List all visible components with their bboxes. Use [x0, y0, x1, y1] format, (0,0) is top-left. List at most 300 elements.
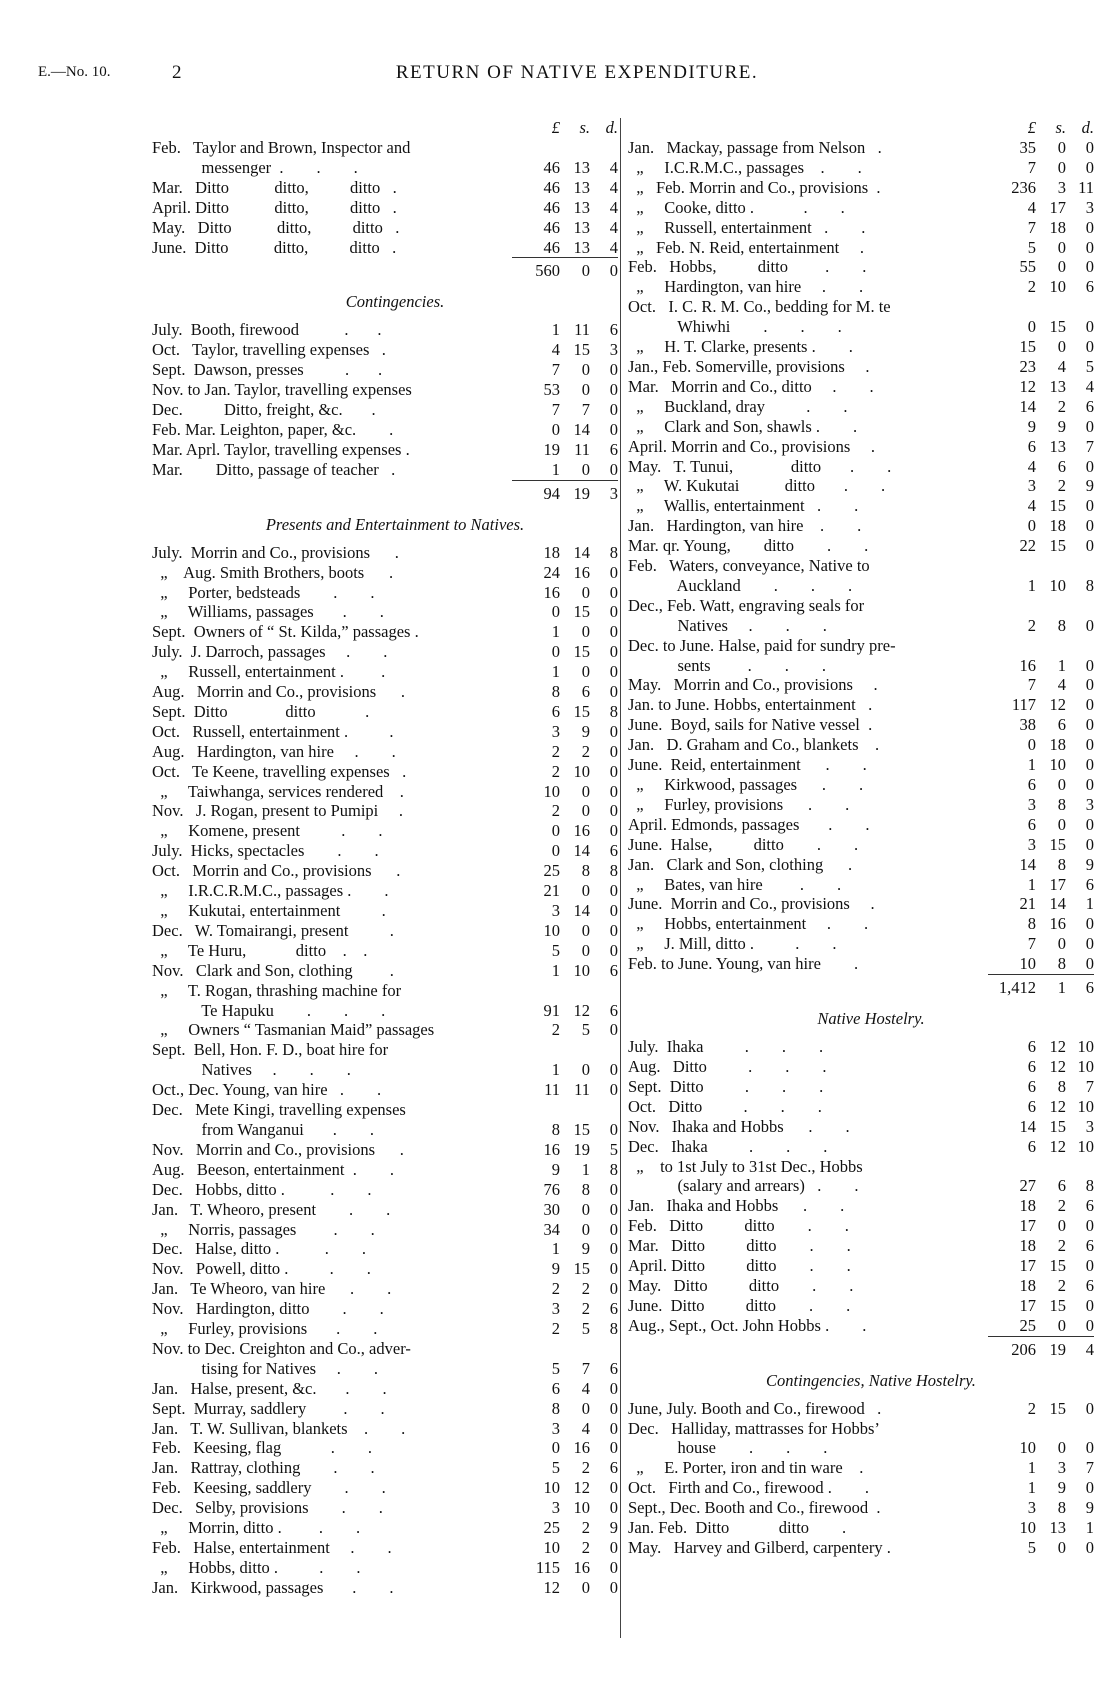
pence-value: 8	[609, 1319, 618, 1339]
pence-value: 0	[1085, 317, 1094, 337]
currency-header	[152, 118, 618, 138]
pence-value: 4	[1085, 376, 1094, 396]
shillings-value: 8	[1057, 1076, 1066, 1096]
pounds-value: 2	[551, 1319, 560, 1339]
pounds-value: 2	[551, 761, 560, 781]
column-divider	[620, 118, 621, 1638]
entry-description: Feb. Mar. Leighton, paper, &c. .	[152, 419, 394, 439]
entry-description: Mar. Ditto ditto . .	[628, 1236, 851, 1256]
pounds-value: 6	[1027, 1076, 1036, 1096]
ledger-row	[628, 198, 1094, 218]
entry-description: Nov. Ihaka and Hobbs . .	[628, 1116, 850, 1136]
entry-description: Auckland . . .	[628, 575, 853, 595]
pounds-value: 0	[551, 419, 560, 439]
ledger-row	[152, 821, 618, 841]
pence-value: 0	[609, 682, 618, 702]
pence-value: 0	[1085, 1438, 1094, 1458]
pounds-value: 6	[1027, 1096, 1036, 1116]
shillings-value: 15	[1049, 1256, 1066, 1276]
entry-description: Sept., Dec. Booth and Co., firewood .	[628, 1498, 881, 1518]
pounds-value: 3	[551, 901, 560, 920]
pence-value: 0	[609, 1119, 618, 1139]
ledger-row	[628, 1037, 1094, 1057]
entry-description: Dec. Ihaka . . .	[628, 1136, 828, 1156]
pence-value: 0	[1085, 257, 1094, 277]
pounds-value: 91	[543, 1000, 560, 1020]
pence-value: 6	[1085, 978, 1094, 998]
entry-description: Feb. Keesing, saddlery . .	[152, 1478, 386, 1498]
pence-value: 0	[609, 380, 618, 400]
pounds-value: 9	[551, 1259, 560, 1279]
pence-value: 0	[609, 721, 618, 741]
pence-value: 0	[609, 920, 618, 940]
ledger-row	[628, 1236, 1094, 1256]
shillings-value: 0	[1057, 157, 1066, 177]
pounds-value: 1	[551, 622, 560, 642]
entry-description: „ Owners “ Tasmanian Maid” passages	[152, 1020, 435, 1040]
pence-value: 9	[1085, 1498, 1094, 1518]
pounds-value: 1,412	[998, 978, 1036, 998]
ledger-row	[152, 1359, 618, 1379]
entry-description: Feb. Ditto ditto . .	[628, 1216, 849, 1236]
pence-value: 0	[609, 881, 618, 901]
pence-value: 5	[1085, 356, 1094, 376]
ledger-row	[628, 1057, 1094, 1077]
ledger-row	[628, 1478, 1094, 1498]
shillings-value: 13	[1049, 1518, 1066, 1538]
entry-description: Oct. Te Keene, travelling expenses .	[152, 761, 407, 781]
entry-description: „ Hardington, van hire . .	[628, 277, 864, 297]
entry-description: „ E. Porter, iron and tin ware .	[628, 1458, 864, 1478]
shillings-value: 4	[1057, 356, 1066, 376]
pounds-value: 10	[1019, 1438, 1036, 1458]
entry-description: Mar. Ditto, passage of teacher .	[152, 459, 396, 479]
ledger-row	[628, 715, 1094, 735]
entry-description: Nov. to Jan. Taylor, travelling expenses	[152, 380, 412, 400]
pounds-value: 3	[551, 721, 560, 741]
pounds-value: 14	[1019, 854, 1036, 874]
ledger-row	[628, 755, 1094, 775]
document-reference: E.—No. 10.	[38, 64, 111, 80]
ledger-row	[152, 1200, 618, 1220]
entry-description: Jan., Feb. Somerville, provisions .	[628, 356, 870, 376]
contingencies-total	[152, 480, 618, 505]
pounds-value: 236	[1011, 177, 1036, 197]
shillings-value: 0	[581, 360, 590, 380]
hostelry-list	[628, 1037, 1094, 1336]
ledger-row	[152, 1458, 618, 1478]
ledger-row	[152, 1299, 618, 1319]
pounds-value: 8	[551, 1119, 560, 1139]
pence-value: 0	[609, 419, 618, 439]
ledger-row	[152, 340, 618, 360]
shillings-value: 18	[1049, 217, 1066, 237]
pence-value: 0	[609, 1020, 618, 1040]
entry-description: „ I.C.R.M.C., passages . .	[628, 157, 862, 177]
pounds-value: 46	[543, 217, 560, 237]
entry-description: June. Ditto ditto . .	[628, 1295, 851, 1315]
pounds-value: 7	[1027, 934, 1036, 954]
shillings-value: 16	[573, 1557, 590, 1577]
ledger-row	[628, 675, 1094, 695]
entry-description: Oct., Dec. Young, van hire . .	[152, 1080, 382, 1100]
shillings-value: 0	[581, 940, 590, 960]
shillings-value: 0	[581, 1398, 590, 1418]
pence-value: 6	[1085, 396, 1094, 416]
pence-value: 10	[1077, 1096, 1094, 1116]
entry-description: house . . .	[628, 1438, 828, 1458]
hostelry-total	[628, 1336, 1094, 1361]
entry-description: „ Morrin, ditto . . .	[152, 1518, 361, 1538]
pence-value: 0	[609, 1219, 618, 1239]
entry-description: Sept. Owners of “ St. Kilda,” passages .	[152, 622, 419, 642]
pence-value: 0	[609, 1060, 618, 1080]
pence-value: 8	[609, 1159, 618, 1179]
pounds-value: 7	[1027, 217, 1036, 237]
pence-value: 0	[609, 1538, 618, 1557]
shillings-value: 15	[1049, 1398, 1066, 1418]
pounds-value: 8	[551, 682, 560, 702]
shillings-value: 4	[581, 1378, 590, 1398]
ledger-row	[152, 762, 618, 782]
pence-value: 0	[1085, 138, 1094, 157]
pence-value: 0	[609, 1239, 618, 1259]
entry-description: Jan. Te Wheoro, van hire . .	[152, 1279, 392, 1299]
entry-description: Feb. Waters, conveyance, Native to	[628, 556, 870, 576]
entry-description: „ Clark and Son, shawls . .	[628, 416, 858, 436]
ledger-row	[152, 881, 618, 901]
ledger-row	[152, 1578, 618, 1598]
ledger-row	[628, 775, 1094, 795]
page-header	[0, 62, 1114, 86]
pounds-value: 21	[543, 881, 560, 901]
shillings-value: 8	[1057, 954, 1066, 974]
shillings-value: 16	[573, 562, 590, 582]
pounds-value: 1	[551, 662, 560, 682]
ledger-row	[628, 1538, 1094, 1558]
shillings-value: 14	[573, 901, 590, 920]
pounds-value: 6	[1027, 775, 1036, 794]
pence-value: 0	[609, 400, 618, 420]
ledger-row	[152, 981, 618, 1001]
ledger-row	[152, 801, 618, 821]
entry-description: June, July. Booth and Co., firewood .	[628, 1398, 882, 1418]
ledger-row	[628, 795, 1094, 815]
pounds-value: 17	[1019, 1216, 1036, 1236]
entry-description: July. Hicks, spectacles . .	[152, 841, 379, 861]
shillings-value: 14	[573, 841, 590, 861]
entry-description: Jan. Feb. Ditto ditto .	[628, 1518, 847, 1538]
entry-description: Oct. Taylor, travelling expenses .	[152, 340, 386, 360]
ledger-row	[152, 861, 618, 881]
pence-header: d.	[1081, 118, 1094, 137]
pence-value: 0	[1085, 1538, 1094, 1557]
ledger-row	[628, 377, 1094, 397]
ledger-row	[152, 662, 618, 682]
pence-value: 6	[1085, 874, 1094, 894]
pence-value: 6	[609, 960, 618, 980]
shillings-value: 0	[581, 801, 590, 821]
pounds-value: 15	[1019, 337, 1036, 357]
pounds-value: 4	[551, 340, 560, 360]
shillings-value: 15	[1049, 1295, 1066, 1315]
pence-value: 0	[609, 781, 618, 801]
pence-value: 0	[609, 1478, 618, 1498]
pence-value: 0	[609, 1199, 618, 1219]
shillings-value: 2	[581, 1518, 590, 1538]
shillings-value: 10	[1049, 575, 1066, 595]
pence-value: 0	[1085, 695, 1094, 715]
entry-description: Aug. Hardington, van hire . .	[152, 741, 396, 761]
entry-description: Feb. Hobbs, ditto . .	[628, 257, 867, 277]
entry-description: Jan. Mackay, passage from Nelson .	[628, 138, 882, 157]
pounds-header: £	[551, 118, 560, 137]
shillings-value: 14	[573, 542, 590, 562]
ledger-row	[152, 921, 618, 941]
ledger-row	[628, 1117, 1094, 1137]
entry-description: June. Ditto ditto, ditto .	[152, 237, 397, 257]
entry-description: „ Furley, provisions . .	[628, 794, 850, 814]
entry-description: Nov. Morrin and Co., provisions .	[152, 1139, 404, 1159]
ledger-row	[152, 218, 618, 238]
entry-description: Whiwhi . . .	[628, 317, 842, 337]
pence-value: 0	[609, 562, 618, 582]
pence-value: 0	[1085, 755, 1094, 775]
ledger-row	[152, 1399, 618, 1419]
shillings-value: 8	[581, 1179, 590, 1199]
pounds-value: 8	[1027, 914, 1036, 934]
pence-value: 0	[1085, 934, 1094, 954]
entry-description: May. Ditto ditto . .	[628, 1275, 854, 1295]
shillings-value: 2	[1057, 1275, 1066, 1295]
entry-description: „ Feb. Morrin and Co., provisions .	[628, 177, 881, 197]
pounds-value: 3	[1027, 1498, 1036, 1518]
pounds-value: 46	[543, 237, 560, 257]
ledger-row	[628, 1137, 1094, 1157]
ledger-row	[152, 642, 618, 662]
shillings-value: 9	[1057, 1478, 1066, 1498]
entry-description: Jan. Clark and Son, clothing .	[628, 854, 853, 874]
entry-description: Jan. Rattray, clothing . .	[152, 1458, 375, 1478]
pence-value: 0	[1085, 536, 1094, 556]
pence-value: 0	[609, 459, 618, 479]
shillings-value: 15	[1049, 1116, 1066, 1136]
pence-value: 4	[609, 177, 618, 197]
shillings-value: 2	[581, 741, 590, 761]
entry-description: Feb. Taylor and Brown, Inspector and	[152, 138, 411, 157]
ledger-row	[152, 1080, 618, 1100]
ledger-row	[152, 961, 618, 981]
shillings-value: 0	[1057, 1438, 1066, 1458]
pence-value: 0	[1085, 615, 1094, 635]
ledger-row	[152, 320, 618, 340]
ledger-row	[152, 138, 618, 158]
pence-value: 0	[609, 1557, 618, 1577]
pounds-value: 16	[543, 582, 560, 602]
ledger-row	[152, 1319, 618, 1339]
ledger-row	[628, 855, 1094, 875]
ledger-row	[628, 695, 1094, 715]
shillings-value: 13	[1049, 436, 1066, 456]
pence-value: 1	[1085, 894, 1094, 914]
entry-description: Mar. Ditto ditto, ditto .	[152, 177, 397, 197]
ledger-row	[152, 1160, 618, 1180]
shillings-value: 15	[1049, 536, 1066, 556]
ledger-row	[152, 360, 618, 380]
ledger-row	[628, 556, 1094, 576]
shillings-value: 15	[573, 701, 590, 721]
pounds-value: 35	[1019, 138, 1036, 157]
ledger-row	[152, 440, 618, 460]
ledger-row	[152, 841, 618, 861]
ledger-row	[628, 1316, 1094, 1336]
pounds-value: 5	[1027, 1538, 1036, 1557]
ledger-row	[628, 616, 1094, 636]
ledger-row	[628, 397, 1094, 417]
ledger-row	[152, 1379, 618, 1399]
pence-value: 3	[609, 340, 618, 360]
ledger-row	[152, 158, 618, 178]
ledger-row	[628, 1438, 1094, 1458]
ledger-row	[628, 596, 1094, 616]
pence-value: 6	[1085, 1275, 1094, 1295]
pounds-value: 9	[551, 1159, 560, 1179]
shillings-value: 6	[581, 682, 590, 702]
contingencies-heading: Contingencies.	[345, 292, 445, 312]
shillings-value: 15	[1049, 496, 1066, 516]
entry-description: April. Edmonds, passages . .	[628, 814, 870, 834]
pounds-value: 2	[551, 1279, 560, 1299]
pence-value: 3	[1085, 1116, 1094, 1136]
pounds-value: 10	[543, 1478, 560, 1498]
ledger-row	[152, 622, 618, 642]
ledger-row	[152, 702, 618, 722]
entry-description: Dec. Halse, ditto . . .	[152, 1239, 367, 1259]
ledger-row	[628, 815, 1094, 835]
pounds-value: 0	[1027, 317, 1036, 337]
shillings-value: 4	[1057, 675, 1066, 695]
pounds-value: 14	[1019, 396, 1036, 416]
pounds-value: 12	[543, 1577, 560, 1597]
pounds-value: 0	[1027, 735, 1036, 755]
ledger-row	[628, 516, 1094, 536]
ledger-row	[628, 277, 1094, 297]
shillings-value: 15	[1049, 834, 1066, 854]
entry-description: Jan. to June. Hobbs, entertainment .	[628, 695, 873, 715]
ledger-row	[152, 198, 618, 218]
ledger-row	[152, 1498, 618, 1518]
entry-description: Jan. Kirkwood, passages . .	[152, 1577, 394, 1597]
entry-description: May. Morrin and Co., provisions .	[628, 675, 878, 695]
pounds-value: 76	[543, 1179, 560, 1199]
entry-description: „ Cooke, ditto . . .	[628, 197, 845, 217]
shillings-value: 1	[1057, 655, 1066, 675]
ledger-row	[152, 1060, 618, 1080]
ledger-row	[628, 437, 1094, 457]
shillings-value: 0	[1057, 257, 1066, 277]
shillings-value: 6	[1057, 715, 1066, 735]
ledger-row	[152, 400, 618, 420]
ledger-row	[628, 357, 1094, 377]
pounds-value: 27	[1019, 1176, 1036, 1196]
ledger-row	[628, 1196, 1094, 1216]
ledger-row	[152, 1001, 618, 1021]
shillings-value: 13	[1049, 376, 1066, 396]
presents-continued-list	[628, 138, 1094, 974]
shillings-value: 2	[1057, 1196, 1066, 1216]
salaries-total	[152, 257, 618, 282]
entry-description: sents . . .	[628, 655, 826, 675]
pounds-value: 6	[1027, 1037, 1036, 1057]
entry-description: „ Te Huru, ditto . .	[152, 940, 368, 960]
ledger-row	[628, 875, 1094, 895]
pence-value: 0	[609, 662, 618, 682]
entry-description: Te Hapuku . . .	[152, 1000, 386, 1020]
entry-description: from Wanganui . .	[152, 1119, 375, 1139]
pence-value: 0	[1085, 337, 1094, 357]
pence-value: 0	[609, 801, 618, 821]
currency-header-right	[628, 118, 1094, 138]
pence-value: 0	[1085, 157, 1094, 177]
ledger-row	[152, 1040, 618, 1060]
pence-value: 6	[1085, 1236, 1094, 1256]
shillings-value: 8	[1057, 794, 1066, 814]
shillings-value: 7	[581, 1358, 590, 1378]
entry-description: Oct. Russell, entertainment . .	[152, 721, 394, 741]
shillings-value: 11	[574, 439, 590, 459]
shillings-value: 13	[573, 197, 590, 217]
shillings-value: 16	[1049, 914, 1066, 934]
pence-value: 0	[1085, 834, 1094, 854]
pounds-value: 0	[551, 1438, 560, 1458]
pence-value: 7	[1085, 1458, 1094, 1478]
pence-value: 1	[1085, 1518, 1094, 1538]
shillings-value: 0	[581, 261, 590, 281]
pounds-value: 14	[1019, 1116, 1036, 1136]
ledger-row	[628, 1216, 1094, 1236]
pounds-value: 25	[543, 861, 560, 881]
shillings-value: 19	[573, 1139, 590, 1159]
pence-value: 0	[609, 1498, 618, 1518]
shillings-header: s.	[1055, 118, 1066, 137]
pounds-value: 5	[551, 940, 560, 960]
shillings-value: 0	[581, 622, 590, 642]
shillings-value: 10	[573, 960, 590, 980]
pence-value: 0	[1085, 456, 1094, 476]
pounds-value: 7	[1027, 157, 1036, 177]
entry-description: Oct. Firth and Co., firewood . .	[628, 1478, 870, 1498]
entry-description: Feb. Keesing, flag . .	[152, 1438, 372, 1458]
entry-description: „ Norris, passages . .	[152, 1219, 375, 1239]
pounds-value: 2	[1027, 1398, 1036, 1418]
pence-value: 8	[1085, 1176, 1094, 1196]
shillings-value: 8	[1057, 615, 1066, 635]
ledger-row	[628, 1077, 1094, 1097]
ledger-row	[152, 1339, 618, 1359]
pence-value: 6	[1085, 1196, 1094, 1216]
left-column	[152, 118, 618, 1598]
ledger-row	[152, 420, 618, 440]
ledger-row	[152, 1279, 618, 1299]
entry-description: May. Harvey and Gilberd, carpentery .	[628, 1538, 891, 1557]
entry-description: Mar. Aprl. Taylor, travelling expenses .	[152, 439, 410, 459]
ledger-row	[152, 1100, 618, 1120]
pounds-value: 6	[1027, 436, 1036, 456]
entry-description: Mar. qr. Young, ditto . .	[628, 536, 869, 556]
pence-value: 0	[1085, 1216, 1094, 1236]
shillings-value: 7	[581, 400, 590, 420]
entry-description: Nov. to Dec. Creighton and Co., adver-	[152, 1338, 411, 1358]
